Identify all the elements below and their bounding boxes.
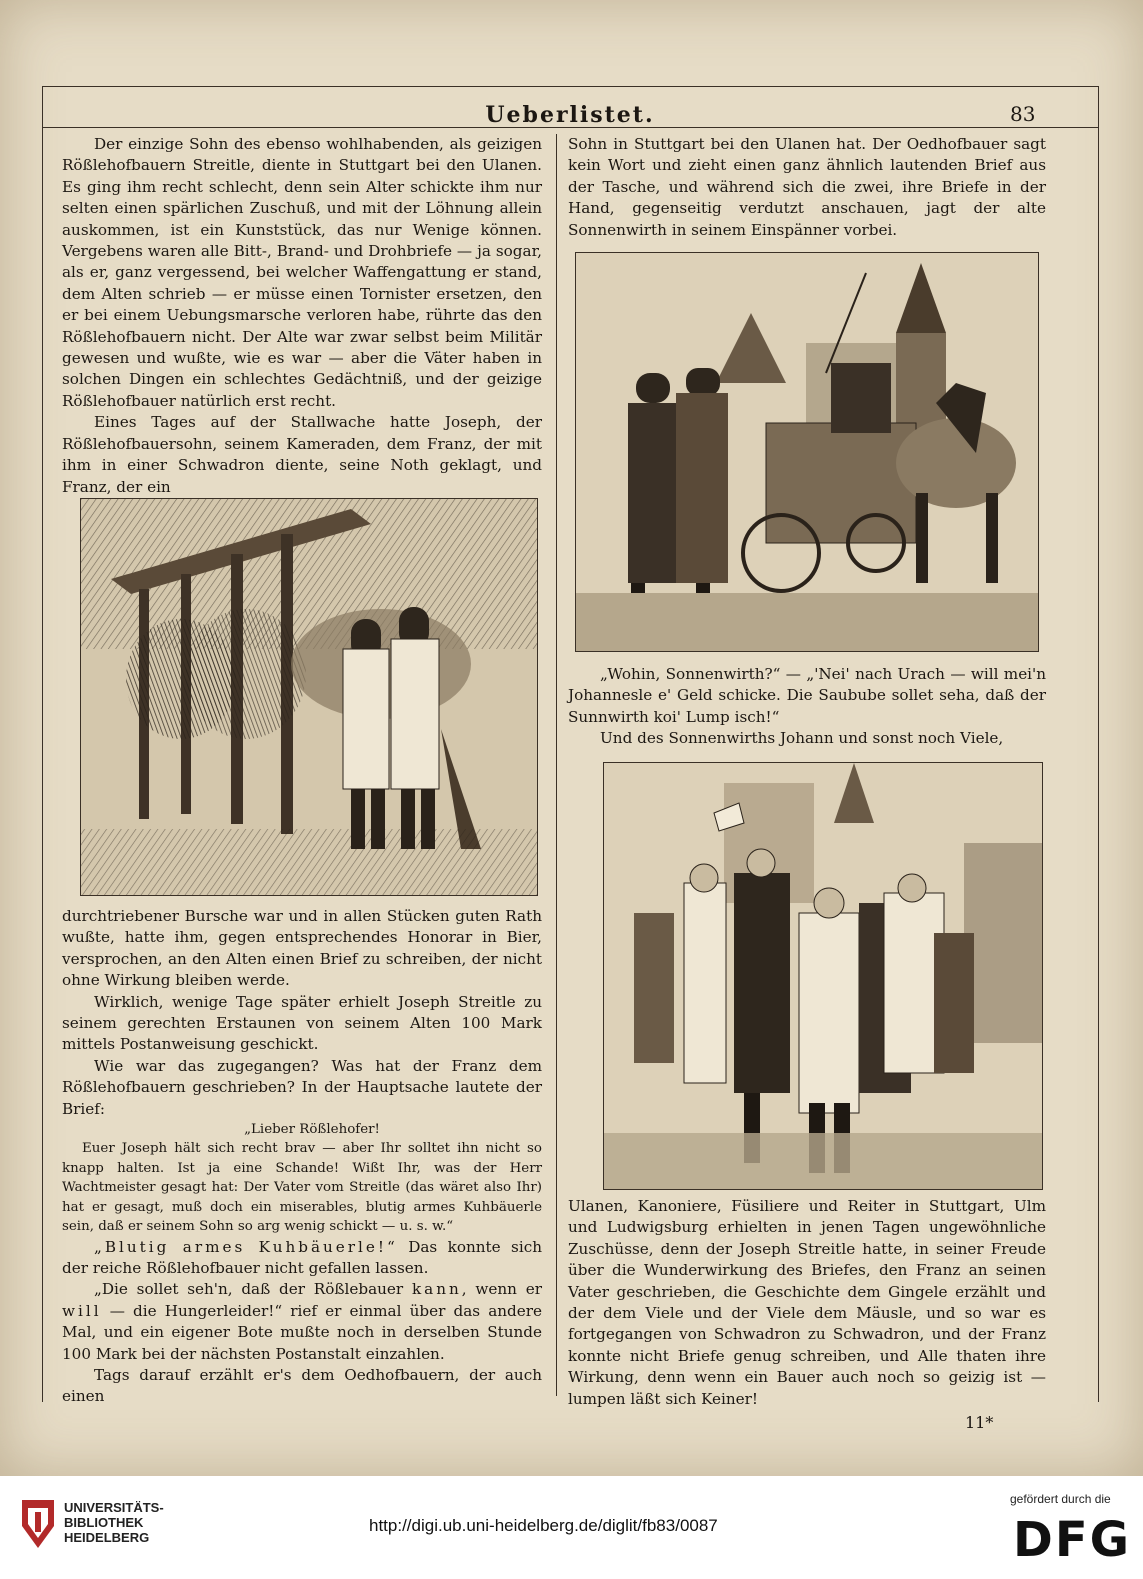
paragraph: durchtriebener Bursche war und in allen Stücken guten Rath wußte, hatte ihm, gegen entsprechendes Honorar in Bier, versprochen, an den Alten einen Brief zu schreiben, der nicht ohne Wirkung bleiben werde. xyxy=(62,907,542,990)
sheet-signature: 11* xyxy=(965,1413,994,1432)
university-logo-icon xyxy=(18,1496,58,1552)
digitization-footer xyxy=(0,1476,1143,1579)
paragraph: Ulanen, Kanoniere, Füsiliere und Reiter in Stuttgart, Ulm und Ludwigsburg erhielten in jenen Tagen ungewöhnliche Zuschüsse, denn der Joseph Streitle hatte, in seiner Freude über die Wunderwirkung des Briefes, den Franz an seinen Vater geschrieben, die Geschichte dem Gingele erzählt und der dem Viele und der Viele dem Mäusle, und so war es fortgegangen von Schwadron zu Schwadron, und der Franz konnte nicht Briefe genug schreiben, und Alle thaten ihre Wirkung, denn wenn ein Bauer auch noch so geizig ist — lumpen läßt sich Keiner! xyxy=(568,1197,1046,1408)
illustration-soldiers-scene xyxy=(603,762,1043,1190)
paragraph: Und des Sonnenwirths Johann und sonst noch Viele, xyxy=(600,729,1004,748)
permalink-url[interactable]: http://digi.ub.uni-heidelberg.de/diglit/fb83/0087 xyxy=(369,1516,718,1535)
soldiers-engraving xyxy=(604,763,1042,1189)
paragraph: Wie war das zugegangen? Was hat der Franz dem Rößlehofbauern geschrieben? In der Hauptsache lautete der Brief: xyxy=(62,1056,542,1118)
institution-name: UNIVERSITÄTS- BIBLIOTHEK HEIDELBERG xyxy=(64,1500,164,1545)
column-divider xyxy=(556,134,557,1396)
right-column-top xyxy=(568,134,1046,241)
letter-salutation: „Lieber Rößlehofer! xyxy=(244,1122,380,1138)
carriage-engraving xyxy=(576,253,1038,651)
illustration-carriage-scene xyxy=(575,252,1039,652)
illustration-stable-scene xyxy=(80,498,538,896)
page-number: 83 xyxy=(1010,102,1036,126)
funded-by-label: gefördert durch die xyxy=(1010,1492,1111,1506)
paragraph: Eines Tages auf der Stallwache hatte Joseph, der Rößlehofbauersohn, seinem Kameraden, dem Franz, der mit ihm in einer Schwadron diente, seine Noth geklagt, und Franz, der ein xyxy=(62,413,542,496)
paragraph: Sohn in Stuttgart bei den Ulanen hat. Der Oedhofbauer sagt kein Wort und zieht einen ganz ähnlich lautenden Brief aus der Tasche, und während sich die zwei, ihre Briefe in der Hand, gegenseitig verdutzt anschauen, jagt der alte Sonnenwirth in seinem Einspänner vorbei. xyxy=(568,135,1046,239)
page-frame-right xyxy=(1098,86,1099,1402)
left-column-top xyxy=(62,134,542,498)
paragraph: Wirklich, wenige Tage später erhielt Joseph Streitle zu seinem gerechten Erstaunen von seinem Alten 100 Mark mittels Postanweisung geschickt. xyxy=(62,992,542,1054)
running-title: Ueberlistet. xyxy=(485,102,655,128)
letter-quote xyxy=(62,1120,542,1236)
letter-body: Euer Joseph hält sich recht brav — aber Ihr solltet ihn nicht so knapp halten. Ist ja eine Schande! Wißt Ihr, was der Herr Wachtmeister gesagt hat: Der Vater vom Streitle (das wäret also Ihr) hat er gesagt, muß doch ein miserables, blutig armes Kuhbäuerle sein, daß er seinem Sohn so arg wenig schickt — u. s. w.“ xyxy=(62,1141,542,1235)
page-frame-left xyxy=(42,86,43,1402)
stable-engraving xyxy=(81,499,537,895)
right-column-middle xyxy=(568,664,1046,750)
illustration-caption: „Wohin, Sonnenwirth?“ — „'Nei' nach Urach — will mei'n Johannesle e' Geld schicke. Die Saubube sollet seha, daß der Sunnwirth koi' Lump isch!“ xyxy=(568,665,1046,726)
right-column-bottom xyxy=(568,1196,1046,1410)
paragraph: „Die sollet seh'n, daß der Rößlebauer kann, wenn er will — die Hungerleider!“ rief er einmal über das andere Mal, und ein eigener Bote mußte noch in derselben Stunde 100 Mark bei der nächsten Postanstalt einzahlen. xyxy=(62,1280,542,1363)
left-column-bottom xyxy=(62,906,542,1408)
paragraph: „Blutig armes Kuhbäuerle!“ Das konnte sich der reiche Rößlehofbauer nicht gefallen lassen. xyxy=(62,1237,542,1277)
dfg-logo: DFG xyxy=(1013,1512,1132,1568)
paragraph: Der einzige Sohn des ebenso wohlhabenden, als geizigen Rößlehofbauern Streitle, diente in Stuttgart bei den Ulanen. Es ging ihm recht schlecht, denn sein Alter schickte ihm nur selten einen spärlichen Zuschuß, und mit der Löhnung allein auskommen, ist ein Kunststück, das nur Wenige können. Vergebens waren alle Bitt-, Brand- und Drohbriefe — ja sogar, als er, ganz vergessend, bei welcher Waffengattung er stand, dem Alten schrieb — er müsse einen Tornister ersetzen, den er bei einem Uebungsmarsche verloren habe, rührte das den Rößlehofbauern nicht. Der Alte war zwar selbst beim Militär gewesen und wußte, wie es war — aber die Väter haben in solchen Dingen ein schlechtes Gedächtniß, und der geizige Rößlehofbauer natürlich erst recht. xyxy=(62,135,542,410)
spaced-quote: „Blutig armes Kuhbäuerle!“ xyxy=(94,1237,398,1256)
paragraph: Tags darauf erzählt er's dem Oedhofbauern, der auch einen xyxy=(62,1365,542,1406)
page-frame-top xyxy=(42,86,1098,87)
